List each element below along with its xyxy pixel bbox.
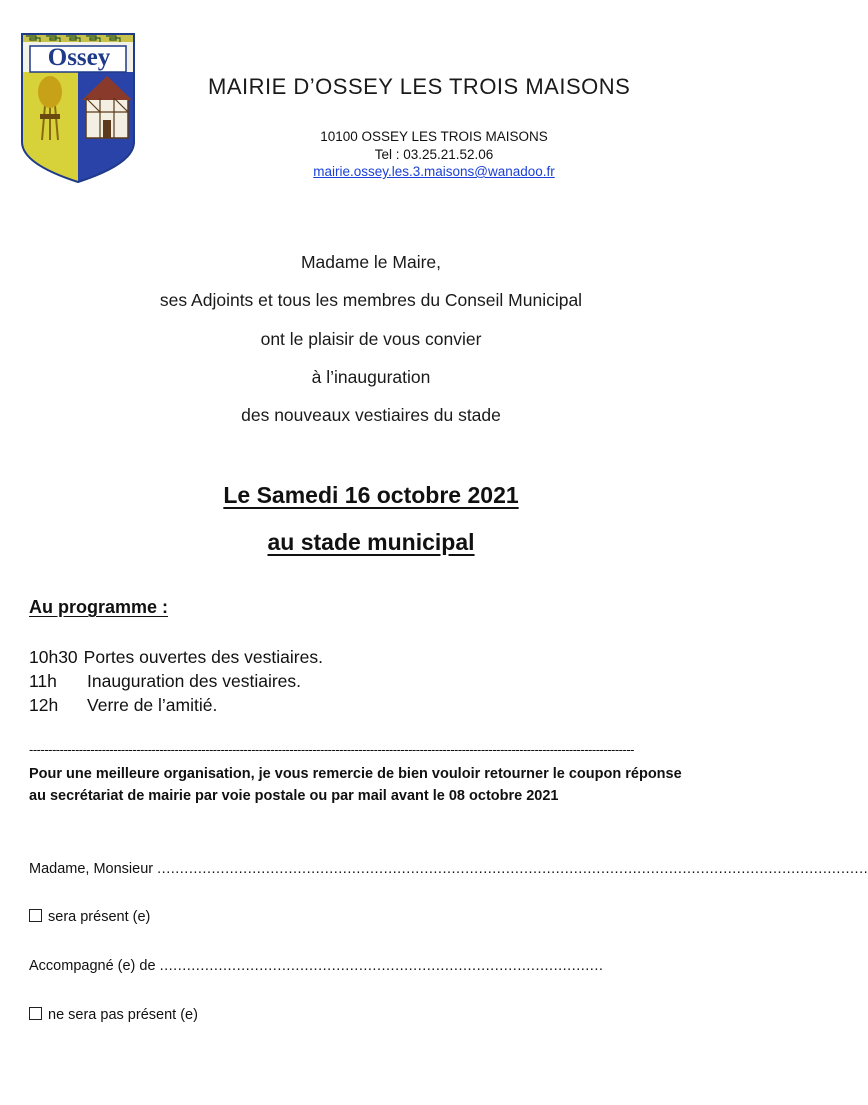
event-date: Le Samedi 16 octobre 2021 — [223, 482, 519, 508]
absent-checkbox[interactable] — [29, 1007, 42, 1020]
cut-line-divider: -------------------------------------------------------------------------------------------------------------------------------------------------------------- — [29, 742, 634, 757]
postal-address: 10100 OSSEY LES TROIS MAISONS — [320, 129, 548, 144]
mairie-title: MAIRIE D’OSSEY LES TROIS MAISONS — [208, 74, 631, 99]
name-label: Madame, Monsieur — [29, 861, 154, 877]
email-link[interactable]: mairie.ossey.les.3.maisons@wanadoo.fr — [313, 164, 555, 179]
programme-item — [29, 671, 301, 692]
programme-item — [29, 695, 217, 716]
programme-time: 10h30 — [29, 647, 78, 667]
programme-item — [29, 647, 323, 668]
absent-label: ne sera pas présent (e) — [48, 1007, 198, 1023]
accompanied-label: Accompagné (e) de — [29, 958, 156, 974]
programme-label: Portes ouvertes des vestiaires. — [83, 647, 323, 667]
invitation-line: des nouveaux vestiaires du stade — [241, 405, 501, 425]
programme-label: Verre de l’amitié. — [87, 695, 218, 715]
coupon-notice-line: au secrétariat de mairie par voie postale ou par mail avant le 08 octobre 2021 — [29, 788, 559, 804]
coupon-notice-line: Pour une meilleure organisation, je vous remercie de bien vouloir retourner le coupon réponse — [29, 766, 682, 782]
present-label: sera présent (e) — [48, 909, 151, 925]
programme-time: 12h — [29, 695, 59, 715]
event-place: au stade municipal — [267, 529, 475, 555]
programme-label: Inauguration des vestiaires. — [87, 671, 302, 691]
present-option[interactable] — [29, 909, 150, 925]
accompanied-field-row — [29, 958, 604, 974]
programme-time: 11h — [29, 671, 57, 691]
invitation-line: à l’inauguration — [311, 367, 431, 387]
present-checkbox[interactable] — [29, 909, 42, 922]
absent-option[interactable] — [29, 1007, 198, 1023]
name-fill-line[interactable]: ............................................................................................................................................................. — [157, 861, 868, 877]
programme-title: Au programme : — [29, 597, 169, 617]
accompanied-fill-line[interactable]: .................................................................................................. — [159, 958, 604, 974]
crest-name: Ossey — [47, 44, 111, 71]
name-field-row — [29, 861, 868, 877]
invitation-line: Madame le Maire, — [300, 252, 442, 272]
invitation-line: ont le plaisir de vous convier — [260, 329, 482, 349]
phone-number: Tel : 03.25.21.52.06 — [374, 147, 494, 162]
invitation-line: ses Adjoints et tous les membres du Conseil Municipal — [159, 290, 583, 310]
